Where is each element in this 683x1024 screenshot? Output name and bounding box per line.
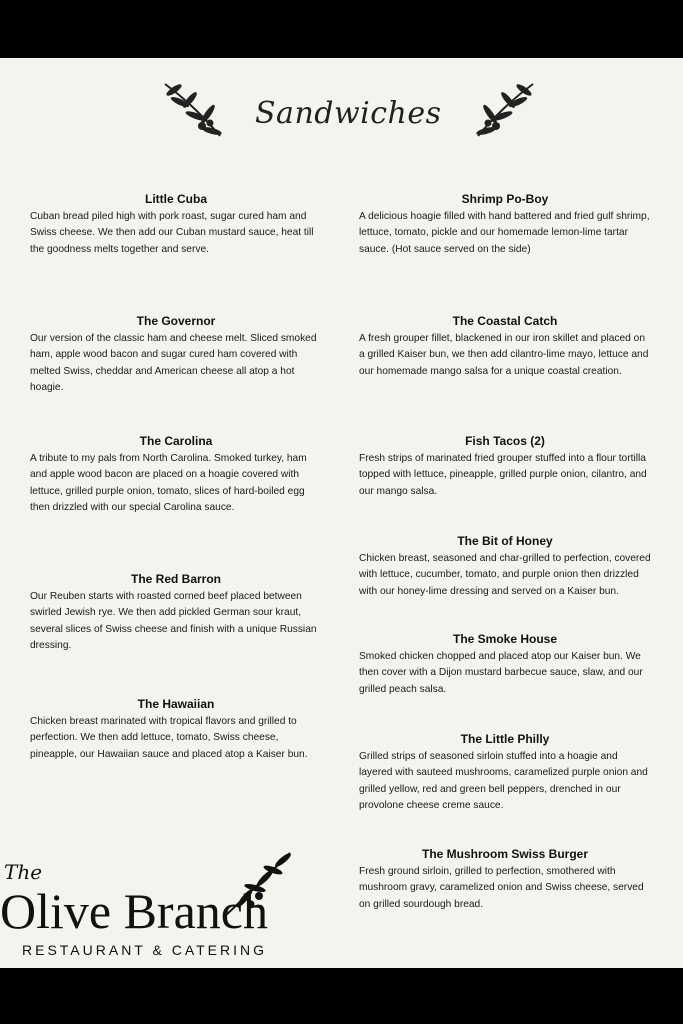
menu-item xyxy=(30,192,322,258)
olive-sprig-left-icon xyxy=(150,76,240,146)
menu-item-description: Fresh strips of marinated fried grouper stuffed into a flour tortilla topped with lettuce, pineapple, grilled purple onion, cilantro, and our mango salsa. xyxy=(359,453,647,497)
menu-item xyxy=(359,434,651,500)
menu-page xyxy=(0,58,683,968)
menu-item-name: The Carolina xyxy=(139,434,213,448)
menu-item xyxy=(359,847,651,913)
menu-item xyxy=(359,192,651,258)
logo-the: The xyxy=(4,860,43,884)
menu-item-name: The Little Philly xyxy=(460,732,550,746)
menu-item-name: The Coastal Catch xyxy=(452,314,558,328)
restaurant-logo xyxy=(0,848,340,968)
menu-item-name: Little Cuba xyxy=(145,192,207,206)
menu-item-description: A fresh grouper fillet, blackened in our iron skillet and placed on a grilled Kaiser bun, we then add cilantro-lime mayo, lettuce and our homemade mango salsa for a unique coastal creation. xyxy=(359,333,649,377)
olive-sprig-right-icon xyxy=(458,76,548,146)
menu-item xyxy=(359,314,651,380)
menu-item-description: A delicious hoagie filled with hand battered and fried gulf shrimp, lettuce, tomato, pickle and our homemade lemon-lime tartar sauce. (Hot sauce served on the side) xyxy=(359,211,650,255)
menu-item xyxy=(30,697,322,763)
menu-item-name: The Mushroom Swiss Burger xyxy=(421,847,589,861)
menu-item-description: Chicken breast, seasoned and char-grilled to perfection, covered with lettuce, cucumber, tomato, and purple onion then drizzled with our honey-lime dressing and served on a Kaiser bun. xyxy=(359,553,651,597)
menu-section-title: Sandwiches xyxy=(255,96,442,131)
menu-item xyxy=(359,632,651,698)
menu-item-description: Chicken breast marinated with tropical flavors and grilled to perfection. We then add lettuce, tomato, Swiss cheese, pineapple, our Hawaiian sauce and placed atop a Kaiser bun. xyxy=(30,716,308,760)
menu-item-description: Our version of the classic ham and cheese melt. Sliced smoked ham, apple wood bacon and sugar cured ham covered with melted Swiss, cheddar and American cheese all atop a hot hoagie. xyxy=(30,333,317,394)
menu-item-name: The Bit of Honey xyxy=(457,534,553,548)
menu-header xyxy=(0,76,683,146)
logo-subtitle: RESTAURANT & CATERING xyxy=(22,942,268,958)
menu-item-name: The Governor xyxy=(136,314,216,328)
menu-item-name: The Red Barron xyxy=(130,572,221,586)
menu-item-description: Our Reuben starts with roasted corned beef placed between swirled Jewish rye. We then add pickled German sour kraut, several slices of Swiss cheese and finish with a unique Russian dressing. xyxy=(30,591,317,652)
menu-item xyxy=(30,434,322,517)
menu-item-description: Cuban bread piled high with pork roast, sugar cured ham and Swiss cheese. We then add our Cuban mustard sauce, heat till the goodness melts together and serve. xyxy=(30,211,314,255)
menu-item-description: Fresh ground sirloin, grilled to perfection, smothered with mushroom gravy, caramelized onion and Swiss cheese, served on grilled sourdough bread. xyxy=(359,866,644,910)
logo-name: Olive Branch xyxy=(0,883,268,939)
menu-item xyxy=(30,314,322,397)
menu-item-description: A tribute to my pals from North Carolina. Smoked turkey, ham and apple wood bacon are placed on a hoagie covered with lettuce, grilled purple onion, tomato, slices of hard-boiled egg then drizzled with our special Carolina sauce. xyxy=(30,453,307,514)
menu-item xyxy=(359,732,651,815)
menu-item xyxy=(359,534,651,600)
menu-item-description: Grilled strips of seasoned sirloin stuffed into a hoagie and layered with sauteed mushrooms, caramelized purple onion and grilled yellow, red and green bell peppers, drenched in our provolone cheese creme sauce. xyxy=(359,751,648,812)
menu-item xyxy=(30,572,322,655)
menu-item-description: Smoked chicken chopped and placed atop our Kaiser bun. We then cover with a Dijon mustard barbecue sauce, slaw, and our grilled peach salsa. xyxy=(359,651,643,695)
menu-item-name: Shrimp Po-Boy xyxy=(461,192,549,206)
menu-item-name: The Smoke House xyxy=(452,632,558,646)
menu-item-name: The Hawaiian xyxy=(137,697,215,711)
menu-item-name: Fish Tacos (2) xyxy=(465,434,545,448)
